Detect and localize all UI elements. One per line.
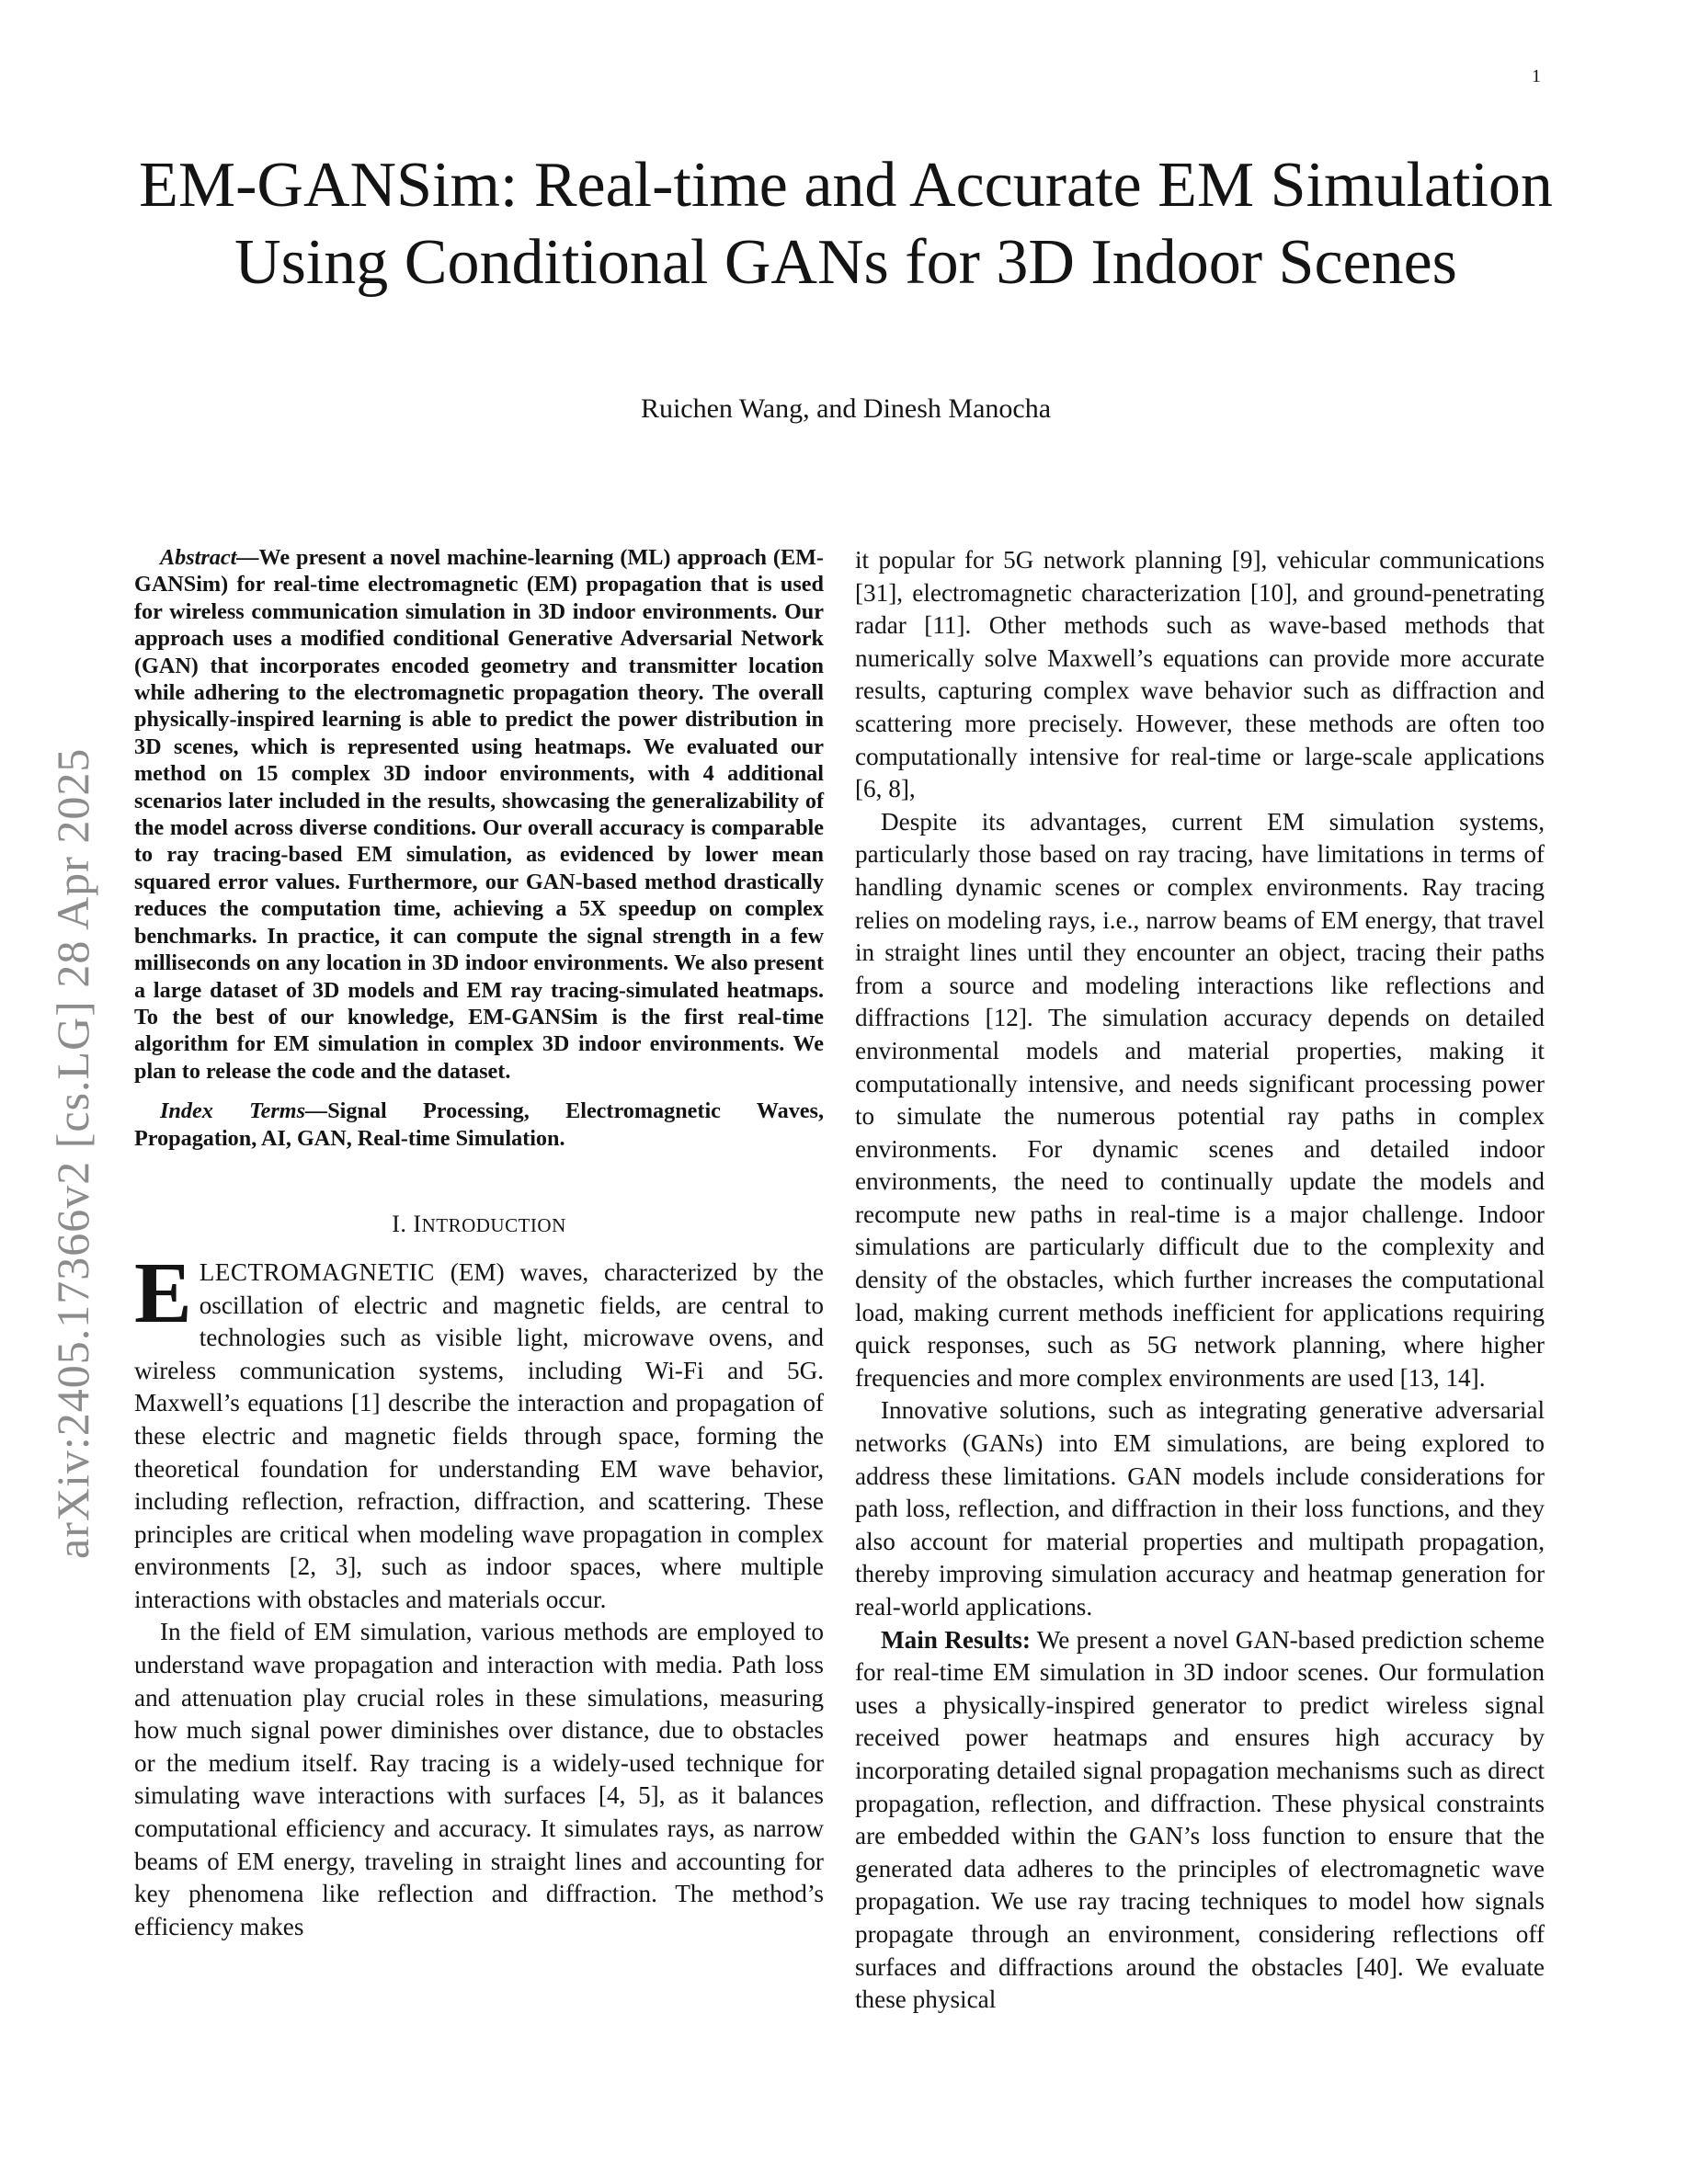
arxiv-identifier-stamp[interactable]: arXiv:2405.17366v2 [cs.LG] 28 Apr 2025 — [47, 747, 98, 1559]
index-terms — [134, 1098, 824, 1152]
abstract — [134, 544, 824, 1085]
right-paragraph-1: it popular for 5G network planning [9], vehicular communications [31], electromagnetic characterization [10], and ground-penetrating radar [11]. Other methods such as wave-based methods that numerically solve Maxwell’s equations can provide more accurate results, capturing complex wave behavior such as diffraction and scattering more precisely. However, these methods are often too computationally intensive for real-time or large-scale applications [6, 8], — [855, 546, 1545, 803]
dropcap-letter: E — [134, 1245, 192, 1341]
paper-title: EM-GANSim: Real-time and Accurate EM Simulation Using Conditional GANs for 3D Indoor Scenes — [139, 150, 1553, 298]
abstract-label: Abstract— — [160, 545, 259, 570]
section-heading-introduction — [134, 1211, 824, 1238]
left-column — [134, 544, 824, 1943]
intro-paragraph-1-text: (EM) waves, characterized by the oscillation of electric and magnetic fields, are central to technologies such as visible light, microwave ovens, and wireless communication systems, including Wi-Fi and 5G. Maxwell’s equations [1] describe the interaction and propagation of these electric and magnetic fields through space, forming the theoretical foundation for understanding EM wave behavior, including reflection, refraction, diffraction, and scattering. These principles are critical when modeling wave propagation in complex environments [2, 3], such as indoor spaces, where multiple interactions with obstacles and materials occur. — [134, 1257, 824, 1613]
main-results-paragraph — [855, 1624, 1545, 2017]
intro-first-word: LECTROMAGNETIC — [199, 1257, 435, 1286]
main-results-label: Main Results: — [881, 1625, 1031, 1654]
page-number: 1 — [1532, 66, 1541, 86]
main-results-text: We present a novel GAN-based prediction scheme for real-time EM simulation in 3D indoor scenes. Our formulation uses a physically-inspired generator to predict wireless signal received power heatmaps and ensures high accuracy by incorporating detailed signal propagation mechanisms such as direct propagation, reflection, and diffraction. These physical constraints are embedded within the GAN’s loss function to ensure that the generated data adheres to the principles of electromagnetic wave propagation. We use ray tracing techniques to model how signals propagate through an environment, considering reflections off surfaces and diffractions around the obstacles [40]. We evaluate these physical — [855, 1625, 1545, 2014]
intro-paragraph-1 — [134, 1245, 824, 1617]
index-terms-text: Signal Processing, Electromagnetic Waves, Propagation, AI, GAN, Real-time Simulation. — [134, 1098, 824, 1151]
section-numeral: I. I — [392, 1210, 422, 1237]
right-paragraph-3: Innovative solutions, such as integrating generative adversarial networks (GANs) into EM simulations, are being explored to address these limitations. GAN models include considerations for path loss, reflection, and diffraction in their loss functions, and they also account for material properties and multipath propagation, thereby improving simulation accuracy and heatmap generation for real-world applications. — [855, 1396, 1545, 1621]
author-list: Ruichen Wang, and Dinesh Manocha — [640, 393, 1052, 424]
right-column — [855, 544, 1545, 2017]
right-paragraph-2: Despite its advantages, current EM simulation systems, particularly those based on ray tracing, have limitations in terms of handling dynamic scenes or complex environments. Ray tracing relies on modeling rays, i.e., narrow beams of EM energy, that travel in straight lines until they encounter an object, tracing their paths from a source and modeling interactions like reflections and diffractions [12]. The simulation accuracy depends on detailed environmental models and material properties, making it computationally intensive, and needs significant processing power to simulate the numerous potential ray paths in complex environments. For dynamic scenes and detailed indoor environments, the need to continually update the models and recompute new paths in real-time is a major challenge. Indoor simulations are particularly difficult due to the complexity and density of the obstacles, which further increases the computational load, making current methods inefficient for applications requiring quick responses, such as 5G network planning, where higher frequencies and more complex environments are used [13, 14]. — [855, 807, 1545, 1392]
intro-paragraph-2: In the field of EM simulation, various methods are employed to understand wave propagation and interaction with media. Path loss and attenuation play crucial roles in these simulations, measuring how much signal power diminishes over distance, due to obstacles or the medium itself. Ray tracing is a widely-used technique for simulating wave interactions with surfaces [4, 5], as it balances computational efficiency and accuracy. It simulates rays, as narrow beams of EM energy, traveling in straight lines and accounting for key phenomena like reflection and diffraction. The method’s efficiency makes — [134, 1618, 824, 1940]
section-title: NTRODUCTION — [421, 1213, 566, 1236]
index-terms-label: Index Terms— — [160, 1098, 328, 1124]
abstract-text: We present a novel machine-learning (ML) approach (EM-GANSim) for real-time electromagnetic (EM) propagation that is used for wireless communication simulation in 3D indoor environments. Our approach uses a modified conditional Generative Adversarial Network (GAN) that incorporates encoded geometry and transmitter location while adhering to the electromagnetic propagation theory. The overall physically-inspired learning is able to predict the power distribution in 3D scenes, which is represented using heatmaps. We evaluated our method on 15 complex 3D indoor environments, with 4 additional scenarios later included in the results, showcasing the generalizability of the model across diverse conditions. Our overall accuracy is comparable to ray tracing-based EM simulation, as evidenced by lower mean squared error values. Furthermore, our GAN-based method drastically reduces the computation time, achieving a 5X speedup on complex benchmarks. In practice, it can compute the signal strength in a few milliseconds on any location in 3D indoor environments. We also present a large dataset of 3D models and EM ray tracing-simulated heatmaps. To the best of our knowledge, EM-GANSim is the first real-time algorithm for EM simulation in complex 3D indoor environments. We plan to release the code and the dataset. — [134, 545, 824, 1084]
